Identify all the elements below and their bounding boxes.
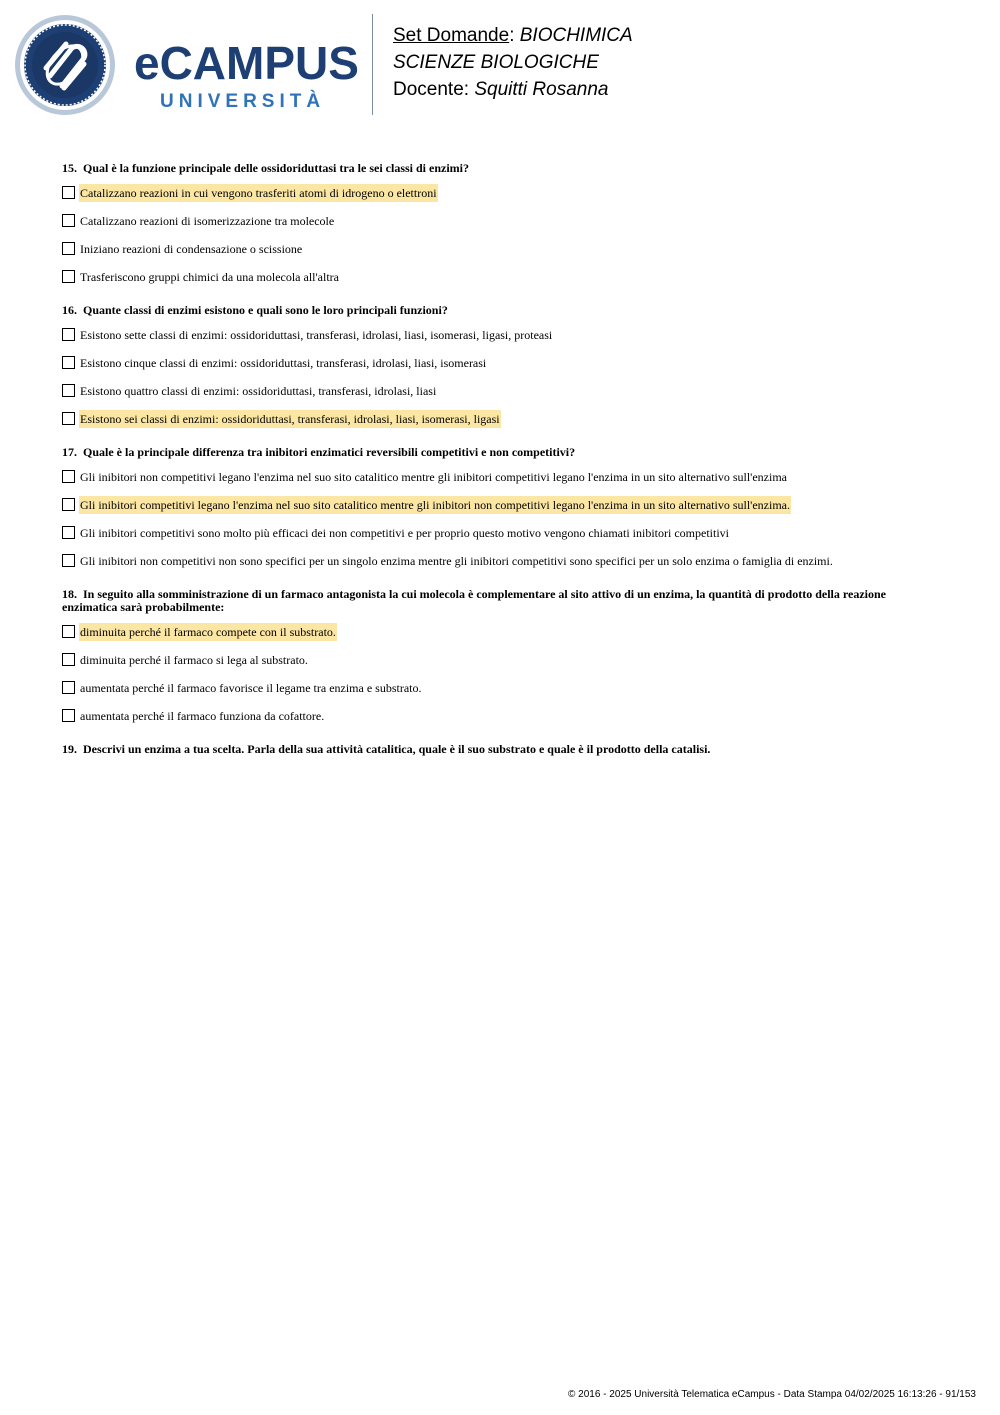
answer-checkbox[interactable] bbox=[62, 242, 75, 255]
answer-checkbox[interactable] bbox=[62, 625, 75, 638]
question-text bbox=[62, 162, 942, 175]
answer-option[interactable] bbox=[62, 650, 942, 669]
question-list bbox=[62, 162, 942, 774]
question-block bbox=[62, 588, 942, 725]
question-label: Quale è la principale differenza tra inibitori enzimatici reversibili competitivi e non competitivi? bbox=[83, 445, 576, 459]
answer-option[interactable] bbox=[62, 523, 942, 542]
answer-option[interactable] bbox=[62, 381, 942, 400]
answer-option[interactable] bbox=[62, 678, 942, 697]
answer-option[interactable] bbox=[62, 267, 942, 286]
answer-option[interactable] bbox=[62, 239, 942, 258]
course-name: SCIENZE BIOLOGICHE bbox=[393, 52, 599, 73]
answer-text: Esistono cinque classi di enzimi: ossidoriduttasi, transferasi, idrolasi, liasi, isomerasi bbox=[80, 355, 487, 370]
header-info bbox=[393, 22, 633, 103]
answer-checkbox[interactable] bbox=[62, 709, 75, 722]
answer-text-highlighted: diminuita perché il farmaco compete con il substrato. bbox=[80, 624, 336, 639]
logo-subtitle: UNIVERSITÀ bbox=[160, 91, 326, 112]
question-label: Descrivi un enzima a tua scelta. Parla della sua attività catalitica, quale è il suo substrato e quale è il prodotto della catalisi. bbox=[83, 742, 711, 756]
answer-text: Esistono sette classi di enzimi: ossidoriduttasi, transferasi, idrolasi, liasi, isomerasi, ligasi, proteasi bbox=[80, 327, 553, 342]
answer-option[interactable] bbox=[62, 467, 942, 486]
question-number: 17. bbox=[62, 445, 77, 459]
question-number: 18. bbox=[62, 587, 77, 601]
answer-option[interactable] bbox=[62, 622, 942, 641]
answer-checkbox[interactable] bbox=[62, 214, 75, 227]
set-label: Set Domande bbox=[393, 25, 510, 46]
question-block bbox=[62, 304, 942, 428]
answer-text: diminuita perché il farmaco si lega al substrato. bbox=[80, 652, 308, 667]
answer-text: Gli inibitori non competitivi legano l'enzima nel suo sito catalitico mentre gli inibitori competitivi legano l'enzima in un sito alternativo sull'enzima bbox=[80, 469, 787, 484]
answer-checkbox[interactable] bbox=[62, 526, 75, 539]
question-text bbox=[62, 446, 942, 459]
answer-checkbox[interactable] bbox=[62, 498, 75, 511]
question-number: 15. bbox=[62, 161, 77, 175]
answer-text: aumentata perché il farmaco favorisce il legame tra enzima e substrato. bbox=[80, 680, 422, 695]
answer-text: Iniziano reazioni di condensazione o scissione bbox=[80, 241, 303, 256]
answer-text: Catalizzano reazioni di isomerizzazione tra molecole bbox=[80, 213, 335, 228]
answer-option[interactable] bbox=[62, 211, 942, 230]
question-label: Quante classi di enzimi esistono e quali sono le loro principali funzioni? bbox=[83, 303, 448, 317]
question-number: 16. bbox=[62, 303, 77, 317]
footer-text: © 2016 - 2025 Università Telematica eCampus - Data Stampa 04/02/2025 16:13:26 - 91/153 bbox=[568, 1389, 976, 1400]
set-line: Set Domande: BIOCHIMICA bbox=[393, 25, 633, 46]
question-block bbox=[62, 743, 942, 756]
set-value: BIOCHIMICA bbox=[519, 25, 633, 46]
logo bbox=[14, 14, 359, 116]
question-text bbox=[62, 588, 942, 614]
question-number: 19. bbox=[62, 742, 77, 756]
question-label: In seguito alla somministrazione di un farmaco antagonista la cui molecola è complementare al sito attivo di un enzima, la quantità di prodotto della reazione enzimatica sarà probabilmente: bbox=[62, 587, 886, 614]
answer-checkbox[interactable] bbox=[62, 681, 75, 694]
answer-checkbox[interactable] bbox=[62, 270, 75, 283]
answer-option[interactable] bbox=[62, 409, 942, 428]
answer-text: Esistono quattro classi di enzimi: ossidoriduttasi, transferasi, idrolasi, liasi bbox=[80, 383, 437, 398]
question-text bbox=[62, 743, 942, 756]
answer-option[interactable] bbox=[62, 706, 942, 725]
answer-text: Trasferiscono gruppi chimici da una molecola all'altra bbox=[80, 269, 339, 284]
answer-text-highlighted: Catalizzano reazioni in cui vengono trasferiti atomi di idrogeno o elettroni bbox=[80, 185, 437, 200]
course-line bbox=[393, 49, 633, 76]
answer-checkbox[interactable] bbox=[62, 554, 75, 567]
answer-text-highlighted: Esistono sei classi di enzimi: ossidoriduttasi, transferasi, idrolasi, liasi, isomerasi, ligasi bbox=[80, 411, 500, 426]
ecampus-seal-icon bbox=[14, 14, 116, 116]
answer-text: aumentata perché il farmaco funziona da cofattore. bbox=[80, 708, 325, 723]
teacher-label: Docente: bbox=[393, 79, 470, 100]
question-label: Qual è la funzione principale delle ossidoriduttasi tra le sei classi di enzimi? bbox=[83, 161, 469, 175]
answer-text-highlighted: Gli inibitori competitivi legano l'enzima nel suo sito catalitico mentre gli inibitori non competitivi legano l'enzima in un sito alternativo sull'enzima. bbox=[80, 497, 790, 512]
answer-checkbox[interactable] bbox=[62, 412, 75, 425]
teacher-name: Squitti Rosanna bbox=[474, 79, 609, 100]
answer-option[interactable] bbox=[62, 325, 942, 344]
teacher-line bbox=[393, 76, 633, 103]
answer-checkbox[interactable] bbox=[62, 328, 75, 341]
answer-option[interactable] bbox=[62, 495, 942, 514]
question-text bbox=[62, 304, 942, 317]
header-divider bbox=[372, 14, 373, 115]
question-block bbox=[62, 162, 942, 286]
answer-checkbox[interactable] bbox=[62, 186, 75, 199]
answer-option[interactable] bbox=[62, 353, 942, 372]
answer-text: Gli inibitori competitivi sono molto più efficaci dei non competitivi e per proprio questo motivo vengono chiamati inibitori competitivi bbox=[80, 525, 729, 540]
answer-text: Gli inibitori non competitivi non sono specifici per un singolo enzima mentre gli inibitori competitivi sono specifici per un solo enzima o famiglia di enzimi. bbox=[80, 553, 833, 568]
answer-checkbox[interactable] bbox=[62, 470, 75, 483]
answer-option[interactable] bbox=[62, 183, 942, 202]
logo-wordmark: eCAMPUS bbox=[134, 37, 359, 89]
answer-checkbox[interactable] bbox=[62, 356, 75, 369]
question-block bbox=[62, 446, 942, 570]
answer-checkbox[interactable] bbox=[62, 653, 75, 666]
answer-checkbox[interactable] bbox=[62, 384, 75, 397]
answer-option[interactable] bbox=[62, 551, 942, 570]
